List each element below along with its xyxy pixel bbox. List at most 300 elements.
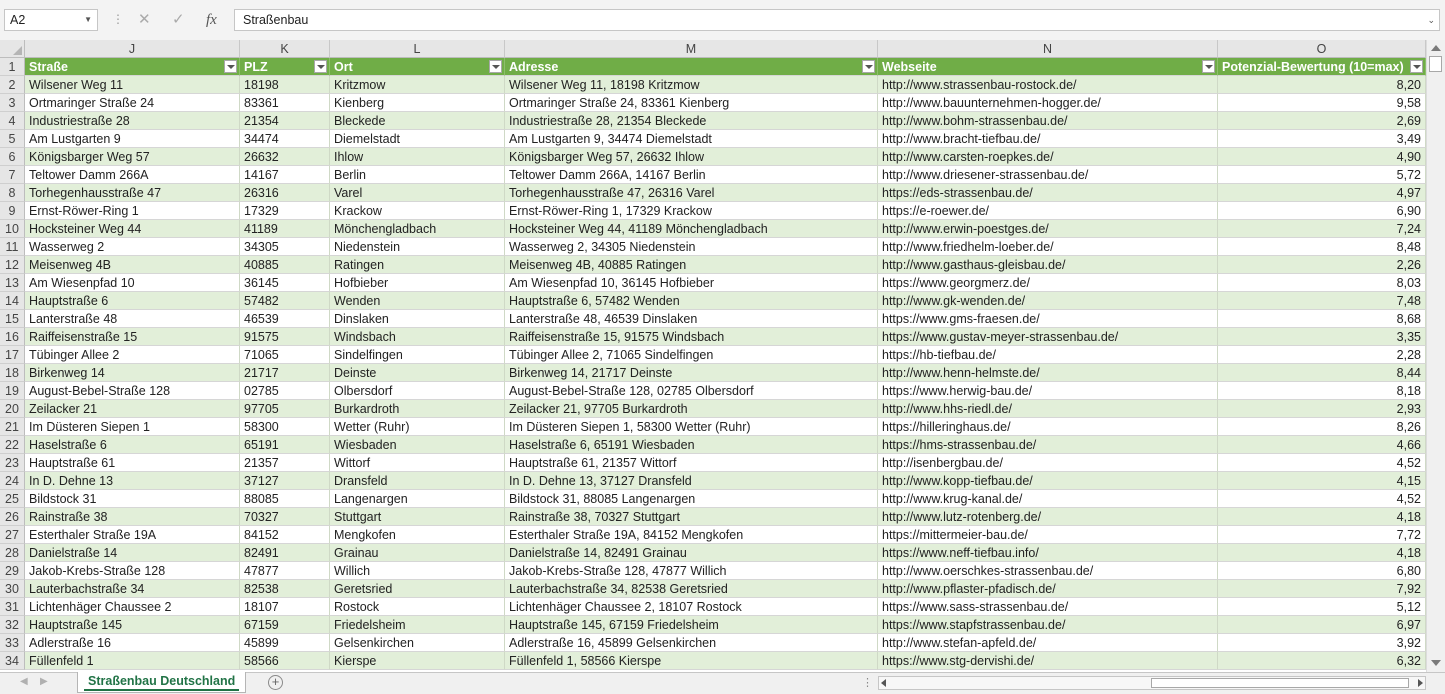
table-row xyxy=(0,112,1426,130)
table-cell[interactable]: In D. Dehne 13 xyxy=(25,472,240,490)
table-header-cell[interactable] xyxy=(505,58,878,76)
table-cell[interactable]: https://www.stapfstrassenbau.de/ xyxy=(878,616,1218,634)
vertical-scroll-thumb[interactable] xyxy=(1429,56,1442,72)
table-cell[interactable]: Hauptstraße 6 xyxy=(25,292,240,310)
formula-bar-area xyxy=(0,0,1445,40)
table-cell[interactable]: 34305 xyxy=(240,238,330,256)
row-number[interactable]: 23 xyxy=(0,454,25,472)
table-cell[interactable]: https://www.sass-strassenbau.de/ xyxy=(878,598,1218,616)
table-cell[interactable]: Stuttgart xyxy=(330,508,505,526)
table-cell[interactable]: 8,68 xyxy=(1218,310,1426,328)
row-number[interactable]: 33 xyxy=(0,634,25,652)
table-cell[interactable]: Birkenweg 14 xyxy=(25,364,240,382)
table-cell[interactable]: http://www.lutz-rotenberg.de/ xyxy=(878,508,1218,526)
table-row xyxy=(0,508,1426,526)
table-header-cell[interactable] xyxy=(330,58,505,76)
column-header-l[interactable]: L xyxy=(330,40,505,58)
sheet-tab-strassenbau-deutschland[interactable] xyxy=(77,672,246,693)
table-cell[interactable]: https://hb-tiefbau.de/ xyxy=(878,346,1218,364)
table-cell[interactable]: 57482 xyxy=(240,292,330,310)
table-cell[interactable]: 2,69 xyxy=(1218,112,1426,130)
column-header-k[interactable]: K xyxy=(240,40,330,58)
insert-function-icon[interactable]: fx xyxy=(206,12,217,28)
table-cell[interactable]: 88085 xyxy=(240,490,330,508)
table-cell[interactable]: http://www.bohm-strassenbau.de/ xyxy=(878,112,1218,130)
row-number[interactable]: 21 xyxy=(0,418,25,436)
table-cell[interactable]: https://www.gustav-meyer-strassenbau.de/ xyxy=(878,328,1218,346)
table-cell[interactable]: 02785 xyxy=(240,382,330,400)
table-cell[interactable]: Bildstock 31 xyxy=(25,490,240,508)
select-all-corner[interactable] xyxy=(0,40,25,58)
scroll-right-icon[interactable] xyxy=(1418,679,1423,687)
table-cell[interactable]: 8,20 xyxy=(1218,76,1426,94)
column-header-m[interactable]: M xyxy=(505,40,878,58)
table-cell[interactable]: 4,52 xyxy=(1218,454,1426,472)
table-cell[interactable]: 21357 xyxy=(240,454,330,472)
table-cell[interactable]: Lanterstraße 48 xyxy=(25,310,240,328)
row-number[interactable]: 31 xyxy=(0,598,25,616)
table-cell[interactable]: Deinste xyxy=(330,364,505,382)
table-cell[interactable]: Geretsried xyxy=(330,580,505,598)
table-cell[interactable]: 4,15 xyxy=(1218,472,1426,490)
table-cell[interactable]: Am Lustgarten 9 xyxy=(25,130,240,148)
table-cell[interactable]: Berlin xyxy=(330,166,505,184)
table-cell[interactable]: Dransfeld xyxy=(330,472,505,490)
table-cell[interactable]: 2,26 xyxy=(1218,256,1426,274)
table-cell[interactable]: 82538 xyxy=(240,580,330,598)
table-cell[interactable]: 36145 xyxy=(240,274,330,292)
table-row xyxy=(0,202,1426,220)
table-cell[interactable]: 40885 xyxy=(240,256,330,274)
table-cell[interactable]: Diemelstadt xyxy=(330,130,505,148)
table-cell[interactable]: 4,18 xyxy=(1218,508,1426,526)
table-cell[interactable]: Hauptstraße 61, 21357 Wittorf xyxy=(505,454,878,472)
table-cell[interactable]: Dinslaken xyxy=(330,310,505,328)
table-cell[interactable]: Jakob-Krebs-Straße 128 xyxy=(25,562,240,580)
horizontal-scroll-thumb[interactable] xyxy=(1151,678,1409,688)
table-cell[interactable]: Krackow xyxy=(330,202,505,220)
table-cell[interactable]: http://www.henn-helmste.de/ xyxy=(878,364,1218,382)
filter-dropdown-icon[interactable] xyxy=(862,60,875,73)
table-cell[interactable]: 18107 xyxy=(240,598,330,616)
row-number[interactable]: 32 xyxy=(0,616,25,634)
table-cell[interactable]: Wasserweg 2 xyxy=(25,238,240,256)
table-cell[interactable]: 8,18 xyxy=(1218,382,1426,400)
table-cell[interactable]: 18198 xyxy=(240,76,330,94)
table-cell[interactable]: Raiffeisenstraße 15 xyxy=(25,328,240,346)
table-cell[interactable]: https://e-roewer.de/ xyxy=(878,202,1218,220)
table-cell[interactable]: Ortmaringer Straße 24 xyxy=(25,94,240,112)
table-cell[interactable]: Hauptstraße 145 xyxy=(25,616,240,634)
row-number[interactable]: 22 xyxy=(0,436,25,454)
table-cell[interactable]: http://www.stefan-apfeld.de/ xyxy=(878,634,1218,652)
horizontal-scrollbar[interactable] xyxy=(878,676,1426,690)
row-number[interactable]: 26 xyxy=(0,508,25,526)
table-cell[interactable]: 71065 xyxy=(240,346,330,364)
table-cell[interactable]: 9,58 xyxy=(1218,94,1426,112)
table-cell[interactable]: 6,97 xyxy=(1218,616,1426,634)
table-cell[interactable]: Bleckede xyxy=(330,112,505,130)
table-row xyxy=(0,634,1426,652)
column-header-j[interactable]: J xyxy=(25,40,240,58)
table-cell[interactable]: https://www.georgmerz.de/ xyxy=(878,274,1218,292)
drag-handle-icon[interactable]: ⋮ xyxy=(112,12,124,26)
name-box-value: A2 xyxy=(10,13,26,27)
table-row xyxy=(0,148,1426,166)
table-row xyxy=(0,184,1426,202)
row-number[interactable]: 25 xyxy=(0,490,25,508)
table-header-cell[interactable] xyxy=(240,58,330,76)
table-cell[interactable]: Rostock xyxy=(330,598,505,616)
table-cell[interactable]: https://eds-strassenbau.de/ xyxy=(878,184,1218,202)
table-cell[interactable]: Ernst-Röwer-Ring 1, 17329 Krackow xyxy=(505,202,878,220)
table-cell[interactable]: Olbersdorf xyxy=(330,382,505,400)
table-cell[interactable]: http://www.gk-wenden.de/ xyxy=(878,292,1218,310)
table-cell[interactable]: Bildstock 31, 88085 Langenargen xyxy=(505,490,878,508)
table-cell[interactable]: Tübinger Allee 2, 71065 Sindelfingen xyxy=(505,346,878,364)
row-number[interactable]: 13 xyxy=(0,274,25,292)
table-cell[interactable]: Danielstraße 14 xyxy=(25,544,240,562)
table-cell[interactable]: Friedelsheim xyxy=(330,616,505,634)
row-number[interactable]: 19 xyxy=(0,382,25,400)
table-cell[interactable]: Am Lustgarten 9, 34474 Diemelstadt xyxy=(505,130,878,148)
table-cell[interactable]: Torhegenhausstraße 47, 26316 Varel xyxy=(505,184,878,202)
table-cell[interactable]: 67159 xyxy=(240,616,330,634)
table-cell[interactable]: Lauterbachstraße 34 xyxy=(25,580,240,598)
table-cell[interactable]: Hocksteiner Weg 44 xyxy=(25,220,240,238)
table-cell[interactable]: http://www.bracht-tiefbau.de/ xyxy=(878,130,1218,148)
table-cell[interactable]: Torhegenhausstraße 47 xyxy=(25,184,240,202)
table-cell[interactable]: Wasserweg 2, 34305 Niedenstein xyxy=(505,238,878,256)
table-cell[interactable]: Wenden xyxy=(330,292,505,310)
enter-icon[interactable]: ✓ xyxy=(172,11,185,28)
table-cell[interactable]: 45899 xyxy=(240,634,330,652)
table-cell[interactable]: 4,90 xyxy=(1218,148,1426,166)
table-cell[interactable]: https://www.stg-dervishi.de/ xyxy=(878,652,1218,670)
table-cell[interactable]: 26316 xyxy=(240,184,330,202)
table-cell[interactable]: http://www.carsten-roepkes.de/ xyxy=(878,148,1218,166)
row-number[interactable]: 29 xyxy=(0,562,25,580)
table-cell[interactable]: Hauptstraße 61 xyxy=(25,454,240,472)
row-number[interactable]: 11 xyxy=(0,238,25,256)
table-cell[interactable]: Rainstraße 38 xyxy=(25,508,240,526)
table-row xyxy=(0,400,1426,418)
table-header-label: Webseite xyxy=(882,60,937,74)
row-number[interactable]: 2 xyxy=(0,76,25,94)
table-cell[interactable]: http://www.kopp-tiefbau.de/ xyxy=(878,472,1218,490)
table-cell[interactable]: Rainstraße 38, 70327 Stuttgart xyxy=(505,508,878,526)
table-cell[interactable]: 70327 xyxy=(240,508,330,526)
row-number[interactable]: 17 xyxy=(0,346,25,364)
table-cell[interactable]: 8,26 xyxy=(1218,418,1426,436)
table-cell[interactable]: http://www.gasthaus-gleisbau.de/ xyxy=(878,256,1218,274)
column-header-n[interactable]: N xyxy=(878,40,1218,58)
scroll-left-icon[interactable] xyxy=(881,679,886,687)
add-sheet-icon[interactable]: + xyxy=(268,675,283,690)
table-cell[interactable]: Esterthaler Straße 19A, 84152 Mengkofen xyxy=(505,526,878,544)
filter-dropdown-icon[interactable] xyxy=(314,60,327,73)
table-cell[interactable]: 2,28 xyxy=(1218,346,1426,364)
table-cell[interactable]: 5,72 xyxy=(1218,166,1426,184)
table-cell[interactable]: Birkenweg 14, 21717 Deinste xyxy=(505,364,878,382)
table-cell[interactable]: http://www.driesener-strassenbau.de/ xyxy=(878,166,1218,184)
expand-formula-icon[interactable]: ⌄ xyxy=(1427,15,1435,25)
table-cell[interactable]: Meisenweg 4B, 40885 Ratingen xyxy=(505,256,878,274)
table-cell[interactable]: 5,12 xyxy=(1218,598,1426,616)
table-row xyxy=(0,310,1426,328)
table-cell[interactable]: https://www.neff-tiefbau.info/ xyxy=(878,544,1218,562)
table-cell[interactable]: Esterthaler Straße 19A xyxy=(25,526,240,544)
table-cell[interactable]: Ernst-Röwer-Ring 1 xyxy=(25,202,240,220)
table-cell[interactable]: Hocksteiner Weg 44, 41189 Mönchengladbach xyxy=(505,220,878,238)
table-cell[interactable]: Meisenweg 4B xyxy=(25,256,240,274)
table-cell[interactable]: 58566 xyxy=(240,652,330,670)
row-number[interactable]: 6 xyxy=(0,148,25,166)
table-row xyxy=(0,364,1426,382)
table-row xyxy=(0,580,1426,598)
table-cell[interactable]: Grainau xyxy=(330,544,505,562)
table-cell[interactable]: Füllenfeld 1 xyxy=(25,652,240,670)
table-cell[interactable]: 83361 xyxy=(240,94,330,112)
table-cell[interactable]: 82491 xyxy=(240,544,330,562)
name-box[interactable] xyxy=(4,9,98,31)
table-cell[interactable]: Industriestraße 28, 21354 Bleckede xyxy=(505,112,878,130)
table-cell[interactable]: Danielstraße 14, 82491 Grainau xyxy=(505,544,878,562)
table-cell[interactable]: Hauptstraße 145, 67159 Friedelsheim xyxy=(505,616,878,634)
table-cell[interactable]: 26632 xyxy=(240,148,330,166)
table-cell[interactable]: Teltower Damm 266A, 14167 Berlin xyxy=(505,166,878,184)
table-header-label: PLZ xyxy=(244,60,268,74)
table-cell[interactable]: Varel xyxy=(330,184,505,202)
table-cell[interactable]: 7,92 xyxy=(1218,580,1426,598)
table-cell[interactable]: Ortmaringer Straße 24, 83361 Kienberg xyxy=(505,94,878,112)
row-number[interactable]: 20 xyxy=(0,400,25,418)
table-cell[interactable]: 41189 xyxy=(240,220,330,238)
table-cell[interactable]: 4,52 xyxy=(1218,490,1426,508)
table-cell[interactable]: Langenargen xyxy=(330,490,505,508)
table-cell[interactable]: http://www.krug-kanal.de/ xyxy=(878,490,1218,508)
tab-splitter-icon[interactable]: ⋮ xyxy=(862,677,873,689)
table-cell[interactable]: August-Bebel-Straße 128, 02785 Olbersdorf xyxy=(505,382,878,400)
table-cell[interactable]: Lanterstraße 48, 46539 Dinslaken xyxy=(505,310,878,328)
table-cell[interactable]: http://www.friedhelm-loeber.de/ xyxy=(878,238,1218,256)
table-cell[interactable]: http://www.oerschkes-strassenbau.de/ xyxy=(878,562,1218,580)
table-row xyxy=(0,76,1426,94)
table-cell[interactable]: Lauterbachstraße 34, 82538 Geretsried xyxy=(505,580,878,598)
table-row xyxy=(0,130,1426,148)
table-cell[interactable]: 3,92 xyxy=(1218,634,1426,652)
table-cell[interactable]: 7,24 xyxy=(1218,220,1426,238)
table-cell[interactable]: http://www.erwin-poestges.de/ xyxy=(878,220,1218,238)
table-cell[interactable]: https://www.gms-fraesen.de/ xyxy=(878,310,1218,328)
table-cell[interactable]: 6,90 xyxy=(1218,202,1426,220)
table-cell[interactable]: Zeilacker 21, 97705 Burkardroth xyxy=(505,400,878,418)
filter-dropdown-icon[interactable] xyxy=(1410,60,1423,73)
table-cell[interactable]: In D. Dehne 13, 37127 Dransfeld xyxy=(505,472,878,490)
table-cell[interactable]: Königsbarger Weg 57 xyxy=(25,148,240,166)
table-cell[interactable]: 97705 xyxy=(240,400,330,418)
table-cell[interactable]: Sindelfingen xyxy=(330,346,505,364)
row-number[interactable]: 8 xyxy=(0,184,25,202)
table-cell[interactable]: Tübinger Allee 2 xyxy=(25,346,240,364)
table-cell[interactable]: https://www.herwig-bau.de/ xyxy=(878,382,1218,400)
row-number[interactable]: 12 xyxy=(0,256,25,274)
table-cell[interactable]: http://www.hhs-riedl.de/ xyxy=(878,400,1218,418)
table-cell[interactable]: Kienberg xyxy=(330,94,505,112)
table-cell[interactable]: 47877 xyxy=(240,562,330,580)
table-cell[interactable]: Lichtenhäger Chaussee 2 xyxy=(25,598,240,616)
row-number[interactable]: 3 xyxy=(0,94,25,112)
table-header-cell[interactable] xyxy=(25,58,240,76)
row-number[interactable]: 15 xyxy=(0,310,25,328)
table-cell[interactable]: Im Düsteren Siepen 1, 58300 Wetter (Ruhr) xyxy=(505,418,878,436)
table-cell[interactable]: 14167 xyxy=(240,166,330,184)
table-header-cell[interactable] xyxy=(878,58,1218,76)
vertical-scrollbar[interactable] xyxy=(1426,40,1445,672)
formula-input[interactable] xyxy=(234,9,1440,31)
row-number[interactable]: 30 xyxy=(0,580,25,598)
table-row xyxy=(0,598,1426,616)
table-cell[interactable]: 8,44 xyxy=(1218,364,1426,382)
table-header-label: Adresse xyxy=(509,60,559,74)
table-cell[interactable]: Burkardroth xyxy=(330,400,505,418)
row-number[interactable]: 18 xyxy=(0,364,25,382)
table-cell[interactable]: 4,97 xyxy=(1218,184,1426,202)
table-cell[interactable]: Mengkofen xyxy=(330,526,505,544)
row-number[interactable]: 10 xyxy=(0,220,25,238)
table-cell[interactable]: 7,48 xyxy=(1218,292,1426,310)
filter-dropdown-icon[interactable] xyxy=(489,60,502,73)
table-header-cell[interactable] xyxy=(1218,58,1426,76)
table-cell[interactable]: 58300 xyxy=(240,418,330,436)
table-cell[interactable]: Zeilacker 21 xyxy=(25,400,240,418)
table-cell[interactable]: http://www.strassenbau-rostock.de/ xyxy=(878,76,1218,94)
table-row xyxy=(0,328,1426,346)
scroll-up-icon[interactable] xyxy=(1431,45,1441,51)
table-cell[interactable]: 37127 xyxy=(240,472,330,490)
table-cell[interactable]: Im Düsteren Siepen 1 xyxy=(25,418,240,436)
column-header-o[interactable]: O xyxy=(1218,40,1426,58)
table-cell[interactable]: Hofbieber xyxy=(330,274,505,292)
row-number[interactable]: 4 xyxy=(0,112,25,130)
table-cell[interactable]: 21717 xyxy=(240,364,330,382)
table-cell[interactable]: 17329 xyxy=(240,202,330,220)
table-cell[interactable]: Raiffeisenstraße 15, 91575 Windsbach xyxy=(505,328,878,346)
cancel-icon[interactable]: ✕ xyxy=(138,11,151,28)
table-cell[interactable]: 84152 xyxy=(240,526,330,544)
table-cell[interactable]: 2,93 xyxy=(1218,400,1426,418)
table-row xyxy=(0,346,1426,364)
table-cell[interactable]: Lichtenhäger Chaussee 2, 18107 Rostock xyxy=(505,598,878,616)
table-cell[interactable]: Wittorf xyxy=(330,454,505,472)
row-number[interactable]: 34 xyxy=(0,652,25,670)
chevron-down-icon[interactable]: ▼ xyxy=(84,15,92,24)
filter-dropdown-icon[interactable] xyxy=(1202,60,1215,73)
table-header-label: Ort xyxy=(334,60,353,74)
table-cell[interactable]: 91575 xyxy=(240,328,330,346)
table-cell[interactable]: http://www.pflaster-pfadisch.de/ xyxy=(878,580,1218,598)
row-number[interactable]: 5 xyxy=(0,130,25,148)
prev-sheet-icon[interactable]: ◀ xyxy=(20,676,28,687)
row-number[interactable]: 16 xyxy=(0,328,25,346)
table-cell[interactable]: Wiesbaden xyxy=(330,436,505,454)
table-cell[interactable]: 7,72 xyxy=(1218,526,1426,544)
table-row xyxy=(0,418,1426,436)
table-cell[interactable]: 6,80 xyxy=(1218,562,1426,580)
row-number[interactable]: 1 xyxy=(0,58,25,76)
table-cell[interactable]: Kierspe xyxy=(330,652,505,670)
table-cell[interactable]: 34474 xyxy=(240,130,330,148)
table-cell[interactable]: Adlerstraße 16, 45899 Gelsenkirchen xyxy=(505,634,878,652)
table-cell[interactable]: Haselstraße 6, 65191 Wiesbaden xyxy=(505,436,878,454)
table-cell[interactable]: Füllenfeld 1, 58566 Kierspe xyxy=(505,652,878,670)
table-cell[interactable]: http://www.bauunternehmen-hogger.de/ xyxy=(878,94,1218,112)
row-number[interactable]: 28 xyxy=(0,544,25,562)
table-cell[interactable]: Teltower Damm 266A xyxy=(25,166,240,184)
row-number[interactable]: 9 xyxy=(0,202,25,220)
table-cell[interactable]: Ihlow xyxy=(330,148,505,166)
table-cell[interactable]: Industriestraße 28 xyxy=(25,112,240,130)
table-cell[interactable]: 8,48 xyxy=(1218,238,1426,256)
table-cell[interactable]: Wetter (Ruhr) xyxy=(330,418,505,436)
table-cell[interactable]: Adlerstraße 16 xyxy=(25,634,240,652)
row-number[interactable]: 7 xyxy=(0,166,25,184)
row-number[interactable]: 27 xyxy=(0,526,25,544)
table-cell[interactable]: 4,66 xyxy=(1218,436,1426,454)
table-row xyxy=(0,472,1426,490)
table-cell[interactable]: 8,03 xyxy=(1218,274,1426,292)
table-cell[interactable]: Hauptstraße 6, 57482 Wenden xyxy=(505,292,878,310)
table-row xyxy=(0,292,1426,310)
table-cell[interactable]: Wilsener Weg 11, 18198 Kritzmow xyxy=(505,76,878,94)
table-cell[interactable]: Mönchengladbach xyxy=(330,220,505,238)
table-cell[interactable]: Jakob-Krebs-Straße 128, 47877 Willich xyxy=(505,562,878,580)
table-cell[interactable]: Ratingen xyxy=(330,256,505,274)
table-cell[interactable]: 4,18 xyxy=(1218,544,1426,562)
table-cell[interactable]: 65191 xyxy=(240,436,330,454)
table-cell[interactable]: Königsbarger Weg 57, 26632 Ihlow xyxy=(505,148,878,166)
table-row xyxy=(0,382,1426,400)
table-cell[interactable]: 6,32 xyxy=(1218,652,1426,670)
table-cell[interactable]: Gelsenkirchen xyxy=(330,634,505,652)
table-cell[interactable]: Wilsener Weg 11 xyxy=(25,76,240,94)
table-cell[interactable]: Kritzmow xyxy=(330,76,505,94)
table-row xyxy=(0,166,1426,184)
table-cell[interactable]: Willich xyxy=(330,562,505,580)
table-cell[interactable]: Windsbach xyxy=(330,328,505,346)
table-cell[interactable]: Am Wiesenpfad 10, 36145 Hofbieber xyxy=(505,274,878,292)
table-cell[interactable]: https://mittermeier-bau.de/ xyxy=(878,526,1218,544)
table-cell[interactable]: https://hms-strassenbau.de/ xyxy=(878,436,1218,454)
next-sheet-icon[interactable]: ▶ xyxy=(40,676,48,687)
table-cell[interactable]: 46539 xyxy=(240,310,330,328)
filter-dropdown-icon[interactable] xyxy=(224,60,237,73)
table-cell[interactable]: August-Bebel-Straße 128 xyxy=(25,382,240,400)
table-cell[interactable]: 21354 xyxy=(240,112,330,130)
row-number[interactable]: 14 xyxy=(0,292,25,310)
scroll-down-icon[interactable] xyxy=(1431,660,1441,666)
row-number[interactable]: 24 xyxy=(0,472,25,490)
table-cell[interactable]: 3,35 xyxy=(1218,328,1426,346)
table-cell[interactable]: 3,49 xyxy=(1218,130,1426,148)
table-cell[interactable]: https://hilleringhaus.de/ xyxy=(878,418,1218,436)
spreadsheet-grid[interactable] xyxy=(0,40,1426,672)
table-cell[interactable]: Haselstraße 6 xyxy=(25,436,240,454)
table-cell[interactable]: Niedenstein xyxy=(330,238,505,256)
table-cell[interactable]: Am Wiesenpfad 10 xyxy=(25,274,240,292)
table-cell[interactable]: http://isenbergbau.de/ xyxy=(878,454,1218,472)
table-header-row xyxy=(0,58,1426,76)
